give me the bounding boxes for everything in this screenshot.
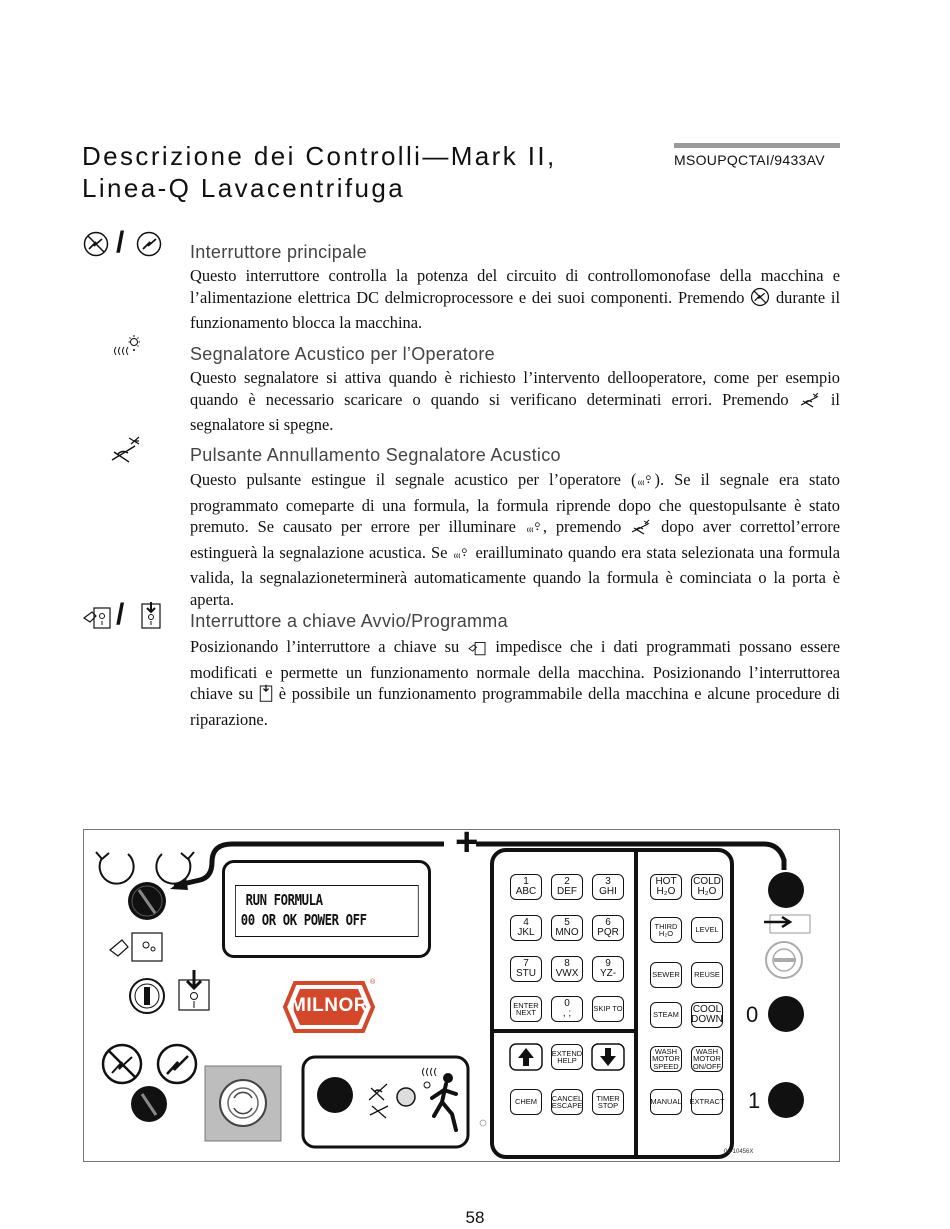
- section-heading: Segnalatore Acustico per l’Operatore: [190, 344, 495, 364]
- function-key[interactable]: [691, 917, 723, 943]
- key-label: SEWER: [652, 970, 680, 980]
- signal-cancel-button[interactable]: [317, 1077, 353, 1113]
- key-label: WASH MOTOR: [693, 1046, 721, 1064]
- run-label: 1: [748, 1088, 761, 1113]
- key-sublabel: MNO: [555, 927, 579, 938]
- key-sublabel: SPEED: [653, 1061, 679, 1071]
- title-line-2: Linea-Q Lavacentrifuga: [82, 173, 406, 203]
- key-sublabel: JKL: [517, 927, 535, 938]
- key-sublabel: H₂O: [658, 929, 674, 938]
- signal-lamp: [397, 1088, 415, 1106]
- emergency-stop-button[interactable]: [220, 1080, 266, 1126]
- run-key-icon: [82, 604, 112, 635]
- key-sublabel: STU: [516, 968, 536, 979]
- program-key-icon: [259, 683, 273, 709]
- plus-symbol: +: [455, 820, 479, 864]
- power-on-icon: [136, 231, 162, 262]
- title-line-1: Descrizione dei Controlli—Mark II,: [82, 141, 557, 171]
- display-line-2: 00 OR OK POWER OFF: [240, 911, 367, 929]
- key-label: CHEM: [514, 1097, 538, 1107]
- arrow-up-key[interactable]: [510, 1044, 542, 1070]
- display-line-1: RUN FORMULA: [245, 891, 323, 909]
- operator-signal-icon: [525, 518, 543, 542]
- control-panel-drawing: [84, 830, 841, 1163]
- door-switch: [766, 942, 802, 978]
- function-key[interactable]: [650, 1089, 682, 1115]
- milnor-logo: [281, 979, 377, 1035]
- key-label: REUSE: [694, 970, 720, 980]
- key-label: 9: [605, 958, 611, 969]
- operator-signal-icon: [452, 544, 470, 568]
- key-sublabel: DOWN: [691, 1014, 723, 1025]
- key-label: TIMER: [596, 1093, 620, 1103]
- control-panel-figure: [83, 820, 840, 1162]
- keypad-key[interactable]: [592, 874, 624, 900]
- key-label: 8: [564, 958, 570, 969]
- signal-cancel-icon: [630, 518, 652, 542]
- key-sublabel: ESCAPE: [551, 1101, 583, 1110]
- section-body: Posizionando l’interruttore a chiave su impedisce che i dati programmati possano essere modificati e permette un funzionamento normale della macchina. Posizionando l’interruttorea chiave su è possibile un funzionamento programmabile della macchina e alcune procedure di riparazione.: [190, 637, 840, 729]
- key-label: 7: [523, 958, 529, 969]
- nav-key[interactable]: [551, 1089, 583, 1115]
- key-label: 5: [564, 917, 570, 928]
- key-label: COOL: [692, 1004, 722, 1015]
- document-code: MSOUPQCTAI/9433AV: [674, 143, 840, 168]
- power-off-icon: [103, 1045, 141, 1083]
- keypad-key[interactable]: [510, 874, 542, 900]
- section-body: Questo interruttore controlla la potenza del circuito di controllomonofase della macchina e l’alimentazione elettrica DC delmicroprocessore e dei suoi componenti. Premendo durante il funzionamento blocca la macchina.: [190, 266, 840, 332]
- display-screen: [235, 885, 419, 937]
- operator-signal-icon: [110, 333, 142, 364]
- section-body: Questo pulsante estingue il segnale acustico per l’operatore ( ). Se il segnale era stato programmato comeparte di una formula, la formula riprende dopo che questopulsante è stato premuto. Se causato per errore per illuminare , premendo dopo aver correttol’errore estinguerà la segnalazione acustica. Se erailluminato quando era stata selezionata una formula valida, la segnalazioneterminerà automaticamente quando la formula è cominciata o la porta è aperta.: [190, 470, 841, 609]
- key-label: 0: [564, 998, 570, 1009]
- key-sublabel: YZ-: [599, 968, 617, 979]
- run-button[interactable]: [768, 1082, 804, 1118]
- key-label: SKIP TO: [593, 1004, 623, 1014]
- signal-cancel-icon: [799, 391, 821, 415]
- key-sublabel: NEXT: [515, 1008, 536, 1017]
- signal-cancel-icon: [109, 434, 143, 469]
- keypad-key[interactable]: [510, 956, 542, 982]
- nav-key[interactable]: [510, 1089, 542, 1115]
- function-key[interactable]: [650, 917, 682, 943]
- rotate-ccw-icon: [96, 852, 134, 884]
- power-knob[interactable]: [131, 1086, 167, 1122]
- section-slash: /: [116, 598, 125, 631]
- key-sublabel: ON/OFF: [692, 1061, 722, 1071]
- function-key[interactable]: [691, 1089, 723, 1115]
- rotate-cw-icon: [156, 852, 194, 884]
- key-label: WASH MOTOR: [652, 1046, 680, 1064]
- operator-signal-icon: [636, 471, 654, 495]
- nav-key[interactable]: [592, 1089, 624, 1115]
- key-sublabel: , ;: [562, 1008, 572, 1019]
- page-title: [82, 140, 557, 204]
- function-key[interactable]: [691, 962, 723, 988]
- program-key-icon: [179, 970, 209, 1010]
- signal-cancel-icon: [369, 1084, 388, 1118]
- arrow-down-key[interactable]: [592, 1044, 624, 1070]
- stop-label: 0: [746, 1002, 759, 1027]
- key-sublabel: H₂O: [697, 886, 717, 897]
- key-label: 1: [523, 876, 529, 887]
- page-number: 58: [465, 1208, 485, 1227]
- run-key-icon: [110, 933, 162, 961]
- power-on-icon: [158, 1045, 196, 1083]
- key-label: STEAM: [653, 1010, 679, 1020]
- function-key[interactable]: [650, 962, 682, 988]
- key-sublabel: DEF: [557, 886, 577, 897]
- key-sublabel: STOP: [597, 1101, 619, 1110]
- section-heading: Interruttore a chiave Avvio/Programma: [190, 611, 508, 631]
- key-label: THIRD: [654, 921, 678, 931]
- keypad-key[interactable]: [592, 996, 624, 1022]
- key-label: LEVEL: [695, 925, 719, 935]
- key-label: COLD: [693, 876, 721, 887]
- section-heading: Interruttore principale: [190, 242, 367, 262]
- function-key[interactable]: [691, 874, 723, 900]
- key-sublabel: GHI: [599, 886, 617, 897]
- display-unit: [222, 860, 431, 958]
- keypad-key[interactable]: [551, 874, 583, 900]
- key-sublabel: HELP: [557, 1056, 577, 1065]
- nav-key[interactable]: [551, 1044, 583, 1070]
- keypad-key[interactable]: [551, 956, 583, 982]
- keypad-key[interactable]: [510, 996, 542, 1022]
- key-sublabel: ABC: [515, 886, 537, 897]
- door-lock-icon: [764, 915, 810, 933]
- keypad-key[interactable]: [551, 915, 583, 941]
- key-label: MANUAL: [650, 1097, 682, 1107]
- key-label: 3: [605, 876, 611, 887]
- program-key-icon: [140, 600, 162, 635]
- key-label: EXTEND: [551, 1048, 583, 1058]
- figure-code: 01-10456X: [724, 1149, 754, 1155]
- keypad-key[interactable]: [592, 915, 624, 941]
- power-off-icon: [83, 231, 109, 262]
- function-key[interactable]: [650, 874, 682, 900]
- key-sublabel: H₂O: [656, 886, 676, 897]
- operator-signal-icon: [423, 1068, 437, 1088]
- running-person-icon: [432, 1073, 456, 1130]
- function-key[interactable]: [650, 1046, 682, 1072]
- section-heading: Pulsante Annullamento Segnalatore Acustico: [190, 445, 561, 465]
- key-label: EXTRACT: [689, 1097, 725, 1107]
- key-label: CANCEL: [551, 1093, 583, 1103]
- control-knob[interactable]: [128, 882, 166, 920]
- milnor-logo-text: MILNOR: [290, 995, 368, 1016]
- key-label: 2: [564, 876, 570, 887]
- start-knob[interactable]: [768, 872, 804, 908]
- stop-button[interactable]: [768, 996, 804, 1032]
- registered-mark: ®: [370, 979, 376, 986]
- power-off-icon: [750, 287, 770, 313]
- keypad-key[interactable]: [551, 996, 583, 1022]
- key-label: ENTER: [513, 1000, 539, 1010]
- section-slash: /: [116, 226, 125, 259]
- key-sublabel: VWX: [555, 968, 579, 979]
- key-sublabel: PQR: [597, 927, 619, 938]
- key-label: 4: [523, 917, 529, 928]
- key-label: HOT: [655, 876, 677, 887]
- function-key[interactable]: [650, 1002, 682, 1028]
- keypad-key[interactable]: [510, 915, 542, 941]
- section-body: Questo segnalatore si attiva quando è richiesto l’intervento dellooperatore, come per esempio quando è necessario scaricare o quando si verificano determinati errori. Premendo il segnalatore si spegne.: [190, 368, 840, 434]
- function-key[interactable]: [691, 1046, 723, 1072]
- run-key-icon: [467, 640, 487, 662]
- key-switch[interactable]: [130, 979, 164, 1013]
- key-label: 6: [605, 917, 611, 928]
- keypad-key[interactable]: [592, 956, 624, 982]
- function-key[interactable]: [691, 1002, 723, 1028]
